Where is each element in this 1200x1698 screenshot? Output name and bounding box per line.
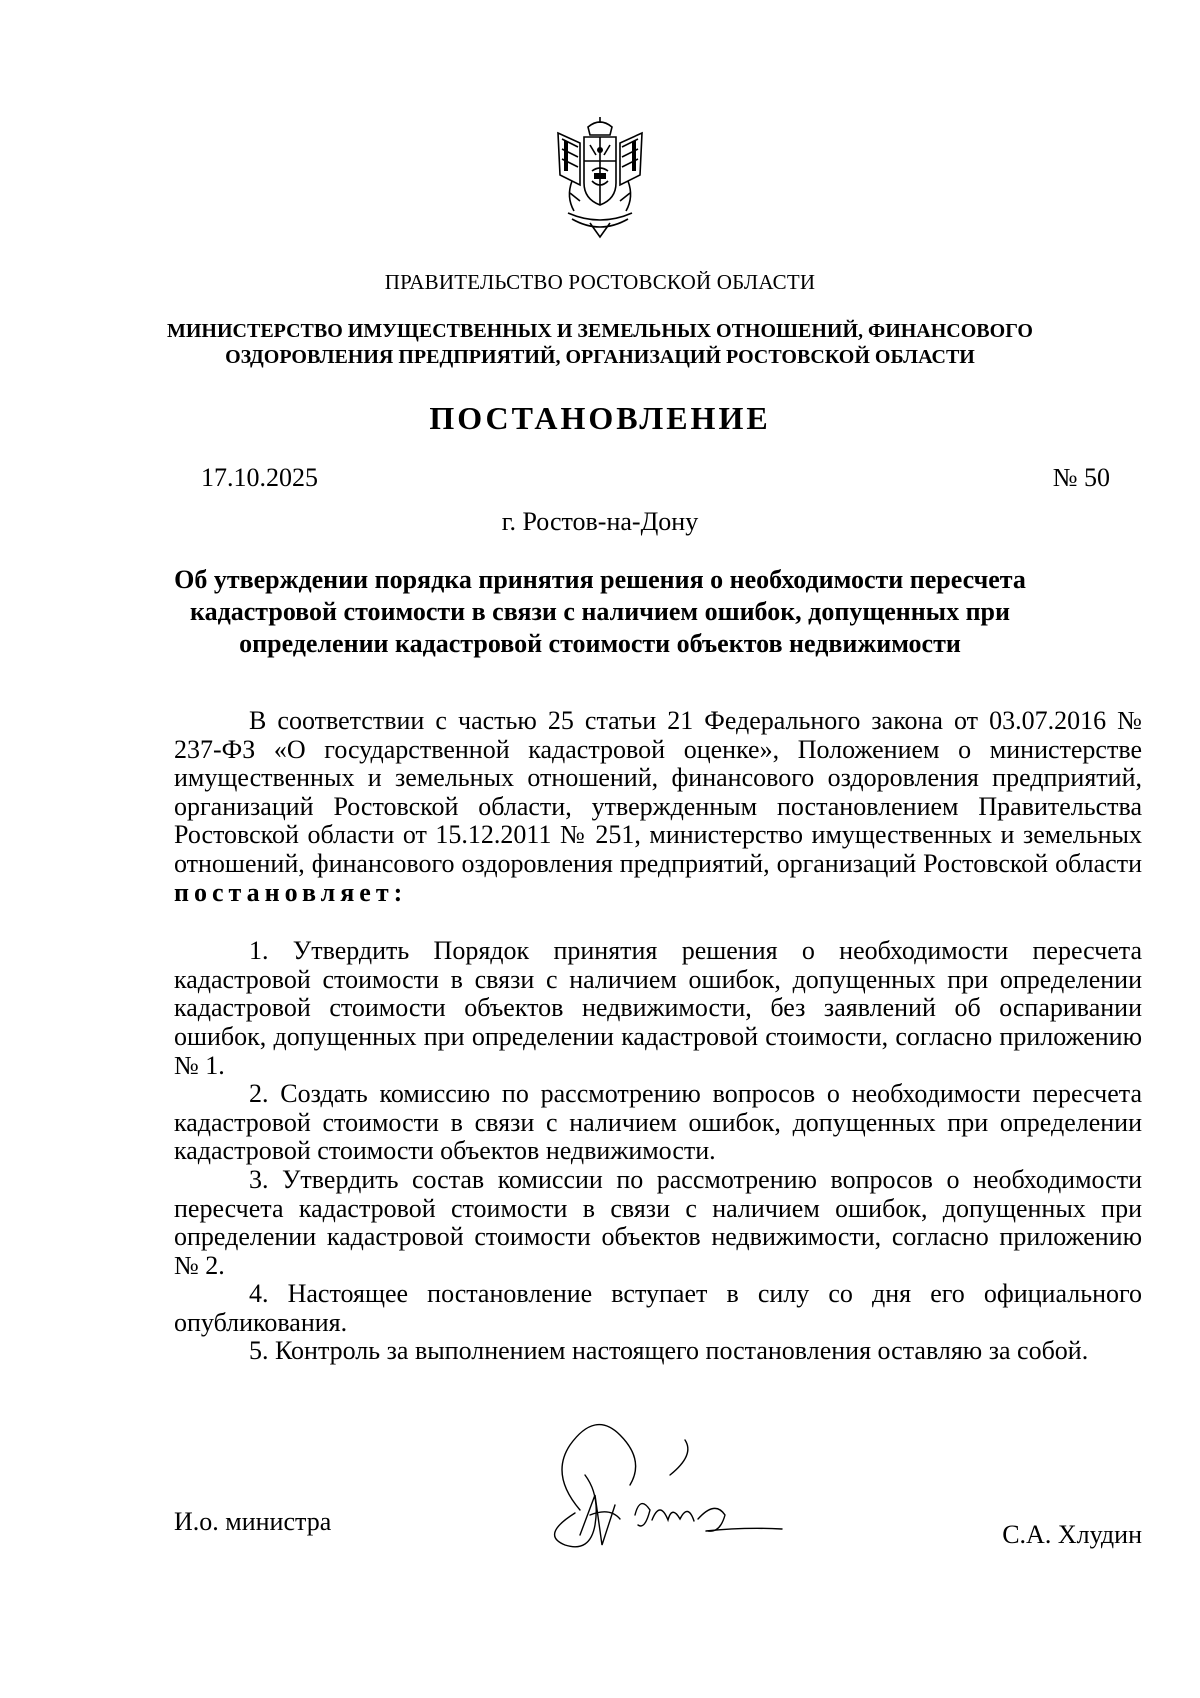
document-city: г. Ростов-на-Дону xyxy=(501,507,699,536)
signatory-name: С.А. Хлудин xyxy=(1002,1520,1142,1549)
list-item: 5. Контроль за выполнением настоящего постановления оставляю за собой. xyxy=(249,1336,1089,1366)
ministry-name xyxy=(0,318,1200,370)
list-item: 3. Утвердить состав комиссии по рассмотрению вопросов о необходимости пересчета кадастровой стоимости в связи с наличием ошибок, допущенных при определении кадастровой стоимости объектов недвижимости, согласно приложению № 2. xyxy=(174,1164,1142,1280)
list-item: 1. Утвердить Порядок принятия решения о необходимости пересчета кадастровой стоимости в связи с наличием ошибок, допущенных при определении кадастровой стоимости объектов недвижимости, без заявлений об оспаривании ошибок, допущенных при определении кадастровой стоимости, согласно приложению № 1. xyxy=(174,936,1142,1080)
document-title xyxy=(0,564,1200,660)
title-line3: определении кадастровой стоимости объектов недвижимости xyxy=(239,629,961,658)
document-number: № 50 xyxy=(1052,463,1110,492)
list-item: 2. Создать комиссию по рассмотрению вопросов о необходимости пересчета кадастровой стоимости в связи с наличием ошибок, допущенных при определении кадастровой стоимости объектов недвижимости. xyxy=(174,1079,1142,1166)
title-line2: кадастровой стоимости в связи с наличием ошибок, допущенных при xyxy=(190,597,1010,626)
signatory-position: И.о. министра xyxy=(174,1507,332,1536)
list-item: 4. Настоящее постановление вступает в силу со дня его официального опубликования. xyxy=(174,1279,1142,1337)
preamble-paragraph xyxy=(174,707,1142,907)
preamble-text: В соответствии с частью 25 статьи 21 Федерального закона от 03.07.2016 № 237-ФЗ «О государственной кадастровой оценке», Положением о министерстве имущественных и земельных отношений, финансового оздоровления предприятий, организаций Ростовской области, утвержденным постановлением Правительства Ростовской области от 15.12.2011 № 251, министерство имущественных и земельных отношений, финансового оздоровления предприятий, организаций Ростовской области xyxy=(174,706,1142,878)
ministry-name-line1: МИНИСТЕРСТВО ИМУЩЕСТВЕННЫХ И ЗЕМЕЛЬНЫХ ОТНОШЕНИЙ, ФИНАНСОВОГО xyxy=(166,320,1033,342)
resolves-word: постановляет: xyxy=(174,877,408,907)
title-line1: Об утверждении порядка принятия решения о необходимости пересчета xyxy=(174,565,1026,594)
document-date: 17.10.2025 xyxy=(201,463,318,492)
coat-of-arms-icon xyxy=(550,115,650,240)
ministry-name-line2: ОЗДОРОВЛЕНИЯ ПРЕДПРИЯТИЙ, ОРГАНИЗАЦИЙ РОСТОВСКОЙ ОБЛАСТИ xyxy=(225,346,975,368)
document-body xyxy=(174,707,1142,1366)
government-name: ПРАВИТЕЛЬСТВО РОСТОВСКОЙ ОБЛАСТИ xyxy=(384,270,816,294)
handwritten-signature xyxy=(520,1415,790,1565)
document-type: ПОСТАНОВЛЕНИЕ xyxy=(429,400,771,436)
